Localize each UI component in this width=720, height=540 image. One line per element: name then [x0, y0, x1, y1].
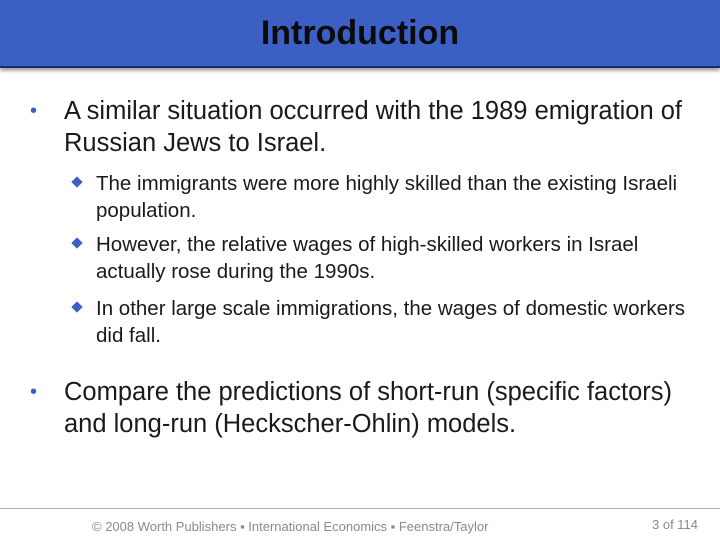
bullet-text: A similar situation occurred with the 1989 emigration of Russian Jews to Israel. — [64, 97, 682, 157]
subbullet-text: In other large scale immigrations, the wages of domestic workers did fall. — [96, 297, 686, 347]
subbullet-item — [96, 170, 696, 224]
page-number: 3 of 114 — [652, 517, 699, 532]
diamond-bullet-icon — [71, 301, 82, 312]
bullet-text: Compare the predictions of short-run (specific factors) and long-run (Heckscher-Ohlin) models. — [64, 378, 672, 438]
bullet-item — [30, 95, 704, 159]
subbullet-item — [96, 231, 696, 285]
bullet-dot-icon: • — [30, 381, 38, 403]
bullet-dot-icon: • — [30, 100, 38, 122]
footer-copyright: © 2008 Worth Publishers ▪ International Economics ▪ Feenstra/Taylor — [92, 519, 489, 534]
slide-title: Introduction — [260, 14, 460, 52]
bullet-item — [30, 376, 704, 440]
subbullet-text: However, the relative wages of high-skilled workers in Israel actually rose during the 1990s. — [96, 233, 639, 283]
footer-divider — [0, 508, 720, 509]
subbullet-text: The immigrants were more highly skilled than the existing Israeli population. — [96, 172, 678, 222]
diamond-bullet-icon — [71, 176, 82, 187]
diamond-bullet-icon — [71, 237, 82, 248]
subbullet-item — [96, 295, 696, 349]
